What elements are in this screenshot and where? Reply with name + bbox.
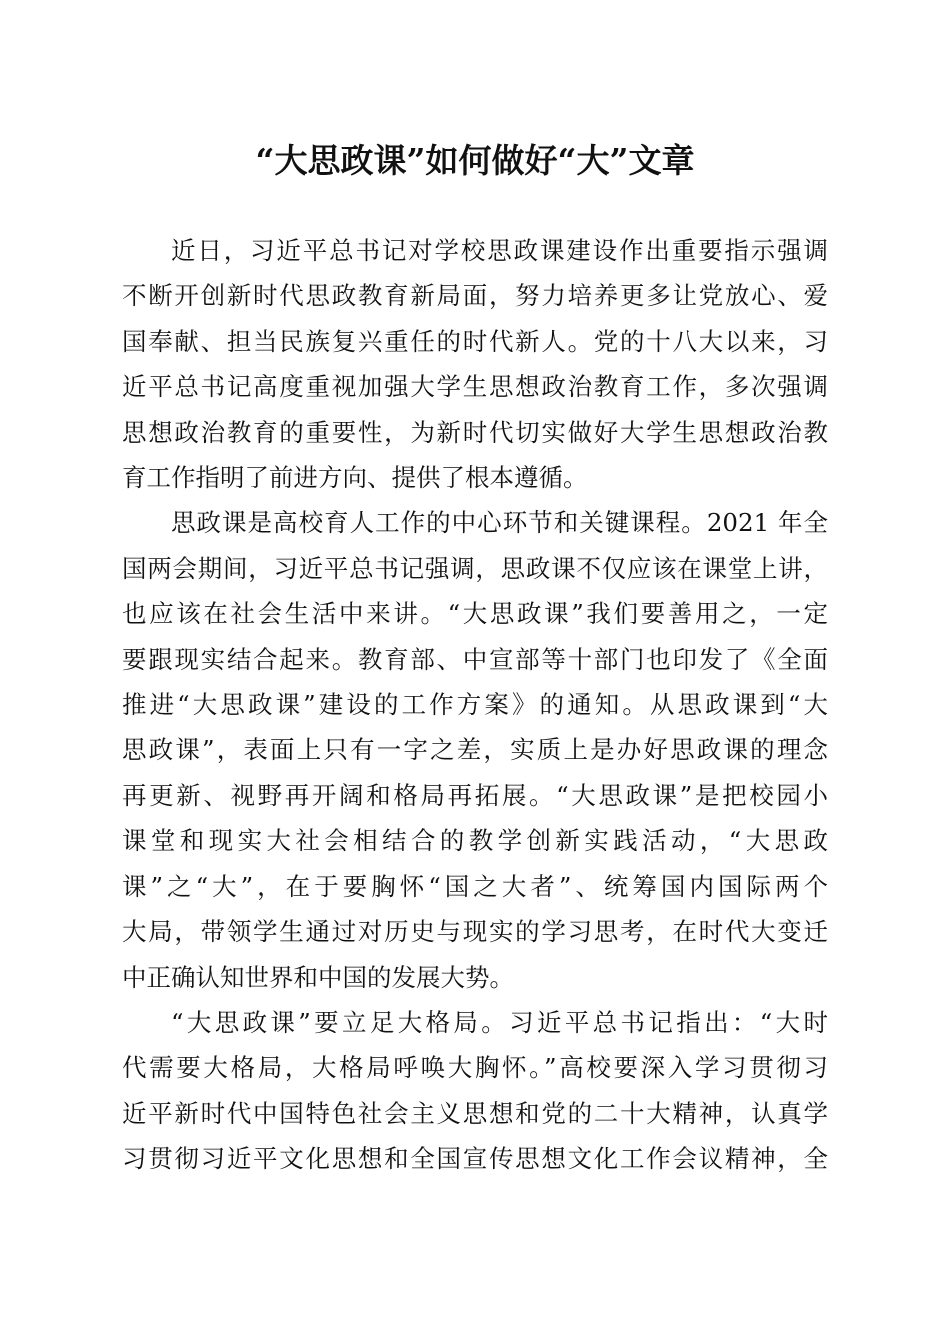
text-line: 再更新、视野再开阔和格局再拓展。“大思政课”是把校园小	[122, 780, 828, 810]
text-line: 课堂和现实大社会相结合的教学创新实践活动，“大思政	[122, 826, 828, 856]
text-line: 推进“大思政课”建设的工作方案》的通知。从思政课到“大	[122, 690, 828, 720]
text-line: 近平新时代中国特色社会主义思想和党的二十大精神，认真学	[122, 1098, 828, 1128]
text-line: 要跟现实结合起来。教育部、中宣部等十部门也印发了《全面	[122, 644, 828, 674]
text-line: 思想政治教育的重要性，为新时代切实做好大学生思想政治教	[122, 417, 828, 447]
text-line: 不断开创新时代思政教育新局面，努力培养更多让党放心、爱	[122, 281, 828, 311]
paragraph-2	[122, 500, 828, 999]
text-line: 育工作指明了前进方向、提供了根本遵循。	[122, 463, 588, 493]
document-title: “大思政课”如何做好“大”文章	[255, 141, 695, 180]
text-line: 课”之“大”，在于要胸怀“国之大者”、统筹国内国际两个	[122, 871, 828, 901]
paragraph-1	[122, 228, 828, 500]
text-line: 思政课”，表面上只有一字之差，实质上是办好思政课的理念	[122, 735, 828, 765]
text-line: 中正确认知世界和中国的发展大势。	[122, 962, 514, 992]
paragraph-3	[122, 1000, 828, 1182]
text-line: 国两会期间，习近平总书记强调，思政课不仅应该在课堂上讲，	[122, 553, 828, 583]
text-line: 大局，带领学生通过对历史与现实的学习思考，在时代大变迁	[122, 917, 828, 947]
text-line: “大思政课”要立足大格局。习近平总书记指出：“大时	[171, 1007, 828, 1037]
text-line: 近日，习近平总书记对学校思政课建设作出重要指示强调	[171, 236, 828, 265]
text-line: 也应该在社会生活中来讲。“大思政课”我们要善用之，一定	[122, 599, 828, 629]
text-line: 习贯彻习近平文化思想和全国宣传思想文化工作会议精神，全	[122, 1144, 828, 1174]
text-line: 思政课是高校育人工作的中心环节和关键课程。2021 年全	[171, 508, 828, 538]
text-line: 近平总书记高度重视加强大学生思想政治教育工作，多次强调	[122, 372, 828, 402]
text-line: 代需要大格局，大格局呼唤大胸怀。”高校要深入学习贯彻习	[122, 1053, 828, 1083]
document-body	[122, 228, 828, 1182]
text-line: 国奉献、担当民族复兴重任的时代新人。党的十八大以来，习	[122, 326, 828, 356]
